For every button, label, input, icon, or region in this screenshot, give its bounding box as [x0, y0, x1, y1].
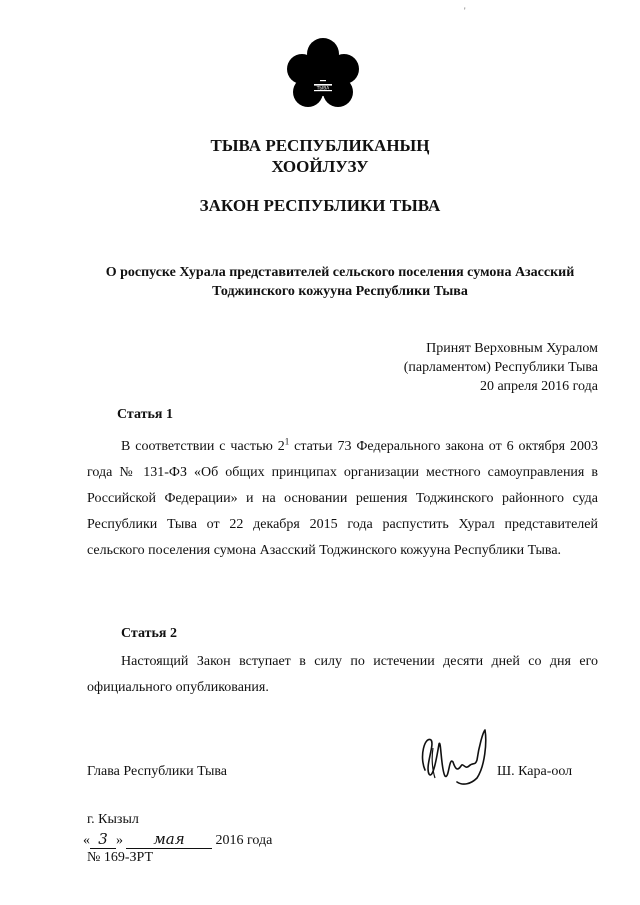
article-1-text [87, 434, 598, 564]
emblem-inscription: ТЫВА [316, 86, 330, 92]
date-quote-open: « [83, 833, 90, 848]
law-number: № 169-ЗРТ [87, 850, 154, 865]
signing-city: г. Кызыл [87, 812, 139, 827]
date-year: 2016 года [215, 833, 273, 848]
article-1-text-rest: статьи 73 Федерального закона от 6 октября 2003 года № 131-ФЗ «Об общих принципах организации местного самоуправления в Российской Федерации» и на основании решения Тоджинского районного суда Республики Тыва от 22 декабря 2015 года распустить Хурал представителей сельского поселения сумона Азасский Тоджинского кожууна Республики Тыва. [87, 439, 598, 558]
handwritten-signature-icon [411, 726, 493, 790]
article-1-heading: Статья 1 [117, 407, 173, 422]
article-1-text-start: В соответствии с частью 2 [121, 439, 285, 454]
law-subject [80, 263, 600, 301]
date-month: мая [126, 830, 212, 849]
date-day: 3 [90, 830, 116, 849]
law-title-russian: ЗАКОН РЕСПУБЛИКИ ТЫВА [199, 196, 441, 215]
law-subject-line1: О роспуске Хурала представителей сельского поселения сумона Азасский [105, 265, 575, 280]
date-quote-close: » [116, 833, 123, 848]
article-2-text: Настоящий Закон вступает в силу по истечении десяти дней со дня его официального опубликования. [87, 654, 598, 695]
law-title-tuvan-line1: ТЫВА РЕСПУБЛИКАНЫҢ [210, 136, 430, 155]
adoption-note [404, 339, 598, 396]
signer-name: Ш. Кара-оол [497, 764, 573, 779]
article-2-heading: Статья 2 [121, 626, 177, 641]
law-subject-line2: Тоджинского кожууна Республики Тыва [212, 284, 468, 299]
page-corner-mark: ' [464, 6, 466, 16]
law-title-tuvan [0, 135, 640, 177]
article-1-superscript: 1 [284, 436, 290, 447]
adoption-line2: (парламентом) Республики Тыва [403, 360, 598, 375]
adoption-date: 20 апреля 2016 года [480, 379, 598, 394]
signer-title: Глава Республики Тыва [87, 764, 228, 779]
adoption-line1: Принят Верховным Хуралом [426, 341, 598, 356]
tuva-emblem-icon [287, 38, 359, 110]
signing-date [83, 830, 272, 849]
law-title-tuvan-line2: ХООЙЛУЗУ [271, 157, 369, 176]
